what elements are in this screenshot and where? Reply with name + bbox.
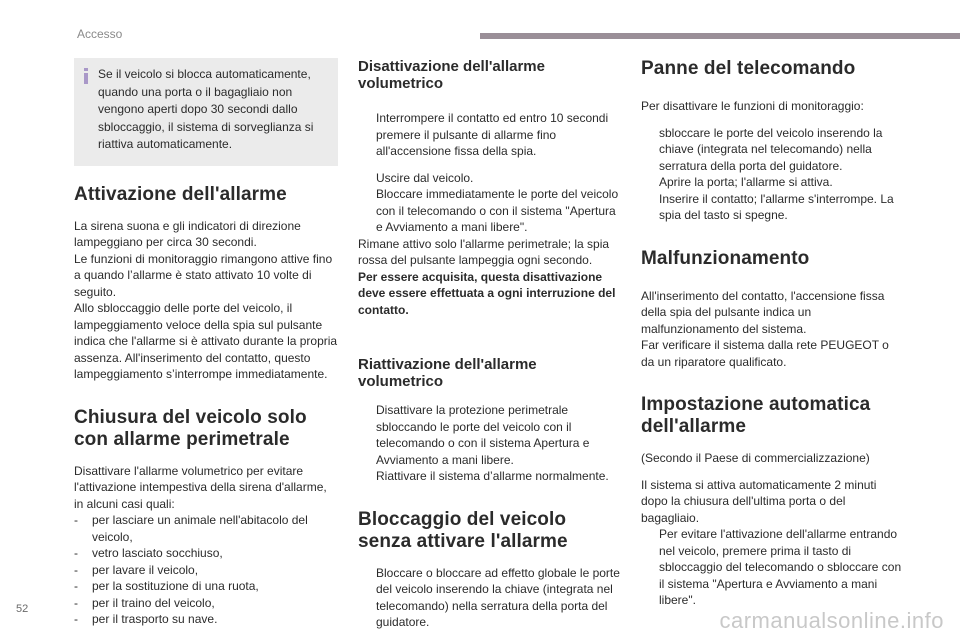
list-item <box>358 110 622 160</box>
heading-panne-telecomando: Panne del telecomando <box>641 58 856 79</box>
list-item-text: per il traino del veicolo, <box>92 595 215 610</box>
dash-mark: - <box>74 612 78 627</box>
list-item-text: per la sostituzione di una ruota, <box>92 579 259 594</box>
list-item <box>641 125 905 175</box>
list-item-text: Bloccare immediatamente le porte del veicolo con il telecomando o con il sistema "Apertura e Avviamento a mani libere". <box>376 187 619 234</box>
list-item <box>358 565 622 631</box>
list-item-text: per lasciare un animale nell'abitacolo del veicolo, <box>92 513 308 544</box>
header-bar <box>480 33 960 39</box>
page-number: 52 <box>16 603 29 615</box>
dash-mark: - <box>74 579 78 594</box>
paragraph: Rimane attivo solo l'allarme perimetrale; la spia rossa del pulsante lampeggia ogni secondo. <box>358 236 610 267</box>
list-item <box>74 512 338 545</box>
list-item-text: Interrompere il contatto ed entro 10 secondi premere il pulsante di allarme fino all'accensione fissa della spia. <box>376 111 609 158</box>
bold-paragraph: Per essere acquisita, questa disattivazione deve essere effettuata a ogni interruzione del contatto. <box>358 269 616 317</box>
list-item-text: sbloccare le porte del veicolo inserendo la chiave (integrata nel telecomando) nella serratura della porta del guidatore. <box>659 125 883 173</box>
column-3 <box>641 58 905 609</box>
list-item-text: Disattivare la protezione perimetrale sbloccando le porte del veicolo con il telecomando o con il sistema Apertura e Avviamento a mani libere. <box>376 403 590 467</box>
list-item <box>74 578 338 595</box>
paragraph: Disattivare l'allarme volumetrico per evitare l'attivazione intempestiva della sirena d'allarme, in alcuni casi quali: <box>74 463 327 511</box>
watermark: carmanualsonline.info <box>719 608 944 633</box>
list-item <box>358 468 622 485</box>
heading-riattivazione-volumetrico: Riattivazione dell'allarme volumetrico <box>358 356 537 390</box>
list-item-text: vetro lasciato socchiuso, <box>92 546 223 561</box>
list-item-text: per il trasporto su nave. <box>92 612 218 627</box>
paragraph: Allo sbloccaggio delle porte del veicolo, il lampeggiamento veloce della spia sul pulsante indica che l'allarme si è attivato durante la propria assenza. All'inserimento del contatto, questo lampeggiamento s’interrompe immediatamente. <box>74 301 338 382</box>
paragraph: (Secondo il Paese di commercializzazione) <box>641 451 870 465</box>
paragraph: La sirena suona e gli indicatori di direzione lampeggiano per circa 30 secondi. <box>74 218 301 250</box>
heading-disattivazione-volumetrico: Disattivazione dell'allarme volumetrico <box>358 58 545 92</box>
column-2 <box>358 58 622 631</box>
list-item <box>358 170 622 187</box>
column-1 <box>74 58 338 628</box>
list-item-text: Inserire il contatto; l'allarme s'interrompe. La spia del tasto si spegne. <box>659 191 894 222</box>
list-item-text: Bloccare o bloccare ad effetto globale le porte del veicolo inserendo la chiave (integrata nel telecomando) nella serratura della porta del guidatore. <box>376 565 620 629</box>
list-item <box>641 191 905 224</box>
list-item <box>641 526 905 609</box>
info-icon <box>84 68 88 84</box>
list-item <box>641 174 905 191</box>
paragraph: Per disattivare le funzioni di monitoraggio: <box>641 99 864 113</box>
dash-mark: - <box>74 513 78 528</box>
info-note <box>74 58 338 166</box>
list-item-text: Uscire dal veicolo. <box>376 170 474 185</box>
heading-malfunzionamento: Malfunzionamento <box>641 247 810 269</box>
paragraph: Far verificare il sistema dalla rete PEUGEOT o da un riparatore qualificato. <box>641 338 889 369</box>
dash-mark: - <box>74 562 78 577</box>
list-item <box>74 545 338 562</box>
list-item-text: per lavare il veicolo, <box>92 562 199 577</box>
list-item-text: Aprire la porta; l'allarme si attiva. <box>659 175 833 189</box>
list-item-text: Riattivare il sistema d’allarme normalmente. <box>376 469 609 483</box>
heading-attivazione-allarme: Attivazione dell'allarme <box>74 183 287 205</box>
paragraph: All'inserimento del contatto, l'accensione fissa della spia del pulsante indica un malfunzionamento del sistema. <box>641 288 885 336</box>
list-item <box>358 186 622 236</box>
dash-mark: - <box>74 595 78 610</box>
list-item <box>358 402 622 468</box>
info-note-text: Se il veicolo si blocca automaticamente, quando una porta o il bagagliaio non vengono aperti dopo 30 secondi dallo sbloccaggio, il sistema di sorveglianza si riattiva automaticamente. <box>98 67 314 152</box>
dash-mark: - <box>74 546 78 561</box>
heading-chiusura-allarme-perimetrale: Chiusura del veicolo solo con allarme perimetrale <box>74 406 307 450</box>
heading-bloccaggio-senza-allarme: Bloccaggio del veicolo senza attivare l'allarme <box>358 508 568 552</box>
heading-impostazione-automatica: Impostazione automatica dell'allarme <box>641 394 871 437</box>
list-item-text: Per evitare l'attivazione dell'allarme entrando nel veicolo, premere prima il tasto di sbloccaggio del telecomando o sbloccare con il sistema "Apertura e Avviamento a mani libere". <box>659 527 902 607</box>
list-item <box>74 595 338 612</box>
list-item <box>74 611 338 628</box>
list-item <box>74 562 338 579</box>
section-title: Accesso <box>77 27 123 41</box>
paragraph: Il sistema si attiva automaticamente 2 minuti dopo la chiusura dell'ultima porta o del bagagliaio. <box>641 477 877 525</box>
paragraph: Le funzioni di monitoraggio rimangono attive fino a quando l’allarme è stato attivato 10 volte di seguito. <box>74 251 333 299</box>
